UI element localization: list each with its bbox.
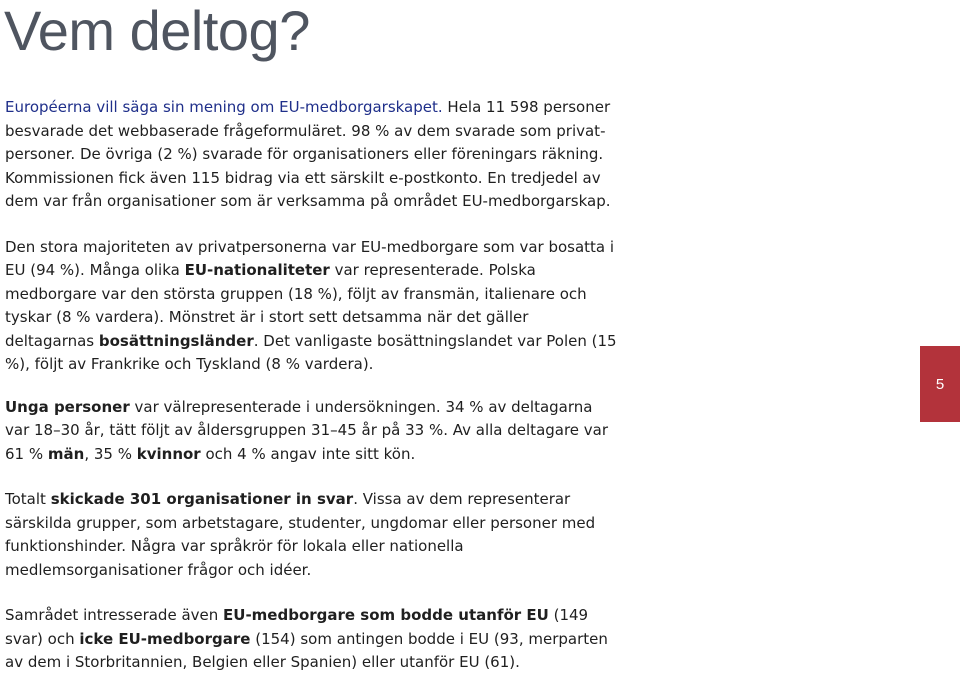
emphasis-men: män: [47, 444, 85, 463]
text-segment: Totalt: [5, 490, 51, 508]
paragraph-organisations: [5, 488, 620, 582]
text-segment: var välrepresenterade i undersökningen. 34 % av deltagarna var 18–30 år, tätt följt av åldersgruppen 31–45 år på 33 %. Av alla deltagare var 61 %: [5, 397, 609, 463]
page-number-tab: [920, 346, 960, 422]
emphasis-eu-citizens-outside: EU-medborgare som bodde utanför EU: [223, 606, 549, 624]
emphasis-residence-countries: bosättningsländer: [98, 331, 254, 350]
text-segment: var representerade. Polska medborgare var den största gruppen (18 %), följt av fransmän, italienare och tyskar (8 % vardera). Mönstret är i stort sett detsamma när det gäller deltagarnas: [5, 261, 587, 350]
text-segment: (154) som antingen bodde i EU (93, merparten av dem i Storbritannien, Belgien eller Spanien) eller utanför EU (61).: [5, 629, 608, 671]
text-segment: och 4 % angav inte sitt kön.: [200, 444, 416, 463]
intro-text: Hela 11 598 personer besvarade det webbaserade frågeformuläret. 98 % av dem svarade som privatpersoner. De övriga (2 %) svarade för organisationers eller föreningars räkning. Kommissionen fick även 115 bidrag via ett särskilt e-postkonto. En tredjedel av dem var från organisationer som är verksamma på området EU-medborgarskap.: [5, 98, 611, 210]
emphasis-women: kvinnor: [136, 444, 201, 463]
text-segment: . Vissa av dem representerar särskilda grupper, som arbetstagare, studenter, ungdomar eller personer med funktionshinder. Några var språkrör för lokala eller nationella medlemsorganisationer frågor och idéer.: [5, 490, 596, 579]
paragraph-young-people: [5, 396, 620, 467]
text-segment: , 35 %: [84, 444, 137, 463]
paragraph-intro: [5, 96, 620, 214]
page-number: 5: [935, 375, 945, 393]
text-segment: . Det vanligaste bosättningslandet var Polen (15 %), följt av Frankrike och Tyskland (8 % vardera).: [5, 331, 617, 373]
text-segment: Den stora majoriteten av privatpersonerna var EU-medborgare som var bosatta i EU (94 %). Många olika: [5, 237, 615, 279]
article-body: [5, 96, 620, 697]
emphasis-non-eu-citizens: icke EU-medborgare: [79, 629, 251, 648]
paragraph-outside-eu: [5, 604, 620, 675]
page-title: Vem deltog?: [4, 0, 310, 62]
emphasis-young-people: Unga personer: [5, 397, 130, 416]
paragraph-nationalities: [5, 236, 620, 377]
emphasis-organisations: skickade 301 organisationer in svar: [50, 490, 354, 508]
text-segment: Samrådet intresserade även: [5, 606, 224, 624]
text-segment: (149 svar) och: [5, 606, 589, 648]
intro-lead: Européerna vill säga sin mening om EU-medborgarskapet.: [5, 98, 448, 116]
emphasis-nationalities: EU-nationaliteter: [184, 261, 330, 279]
